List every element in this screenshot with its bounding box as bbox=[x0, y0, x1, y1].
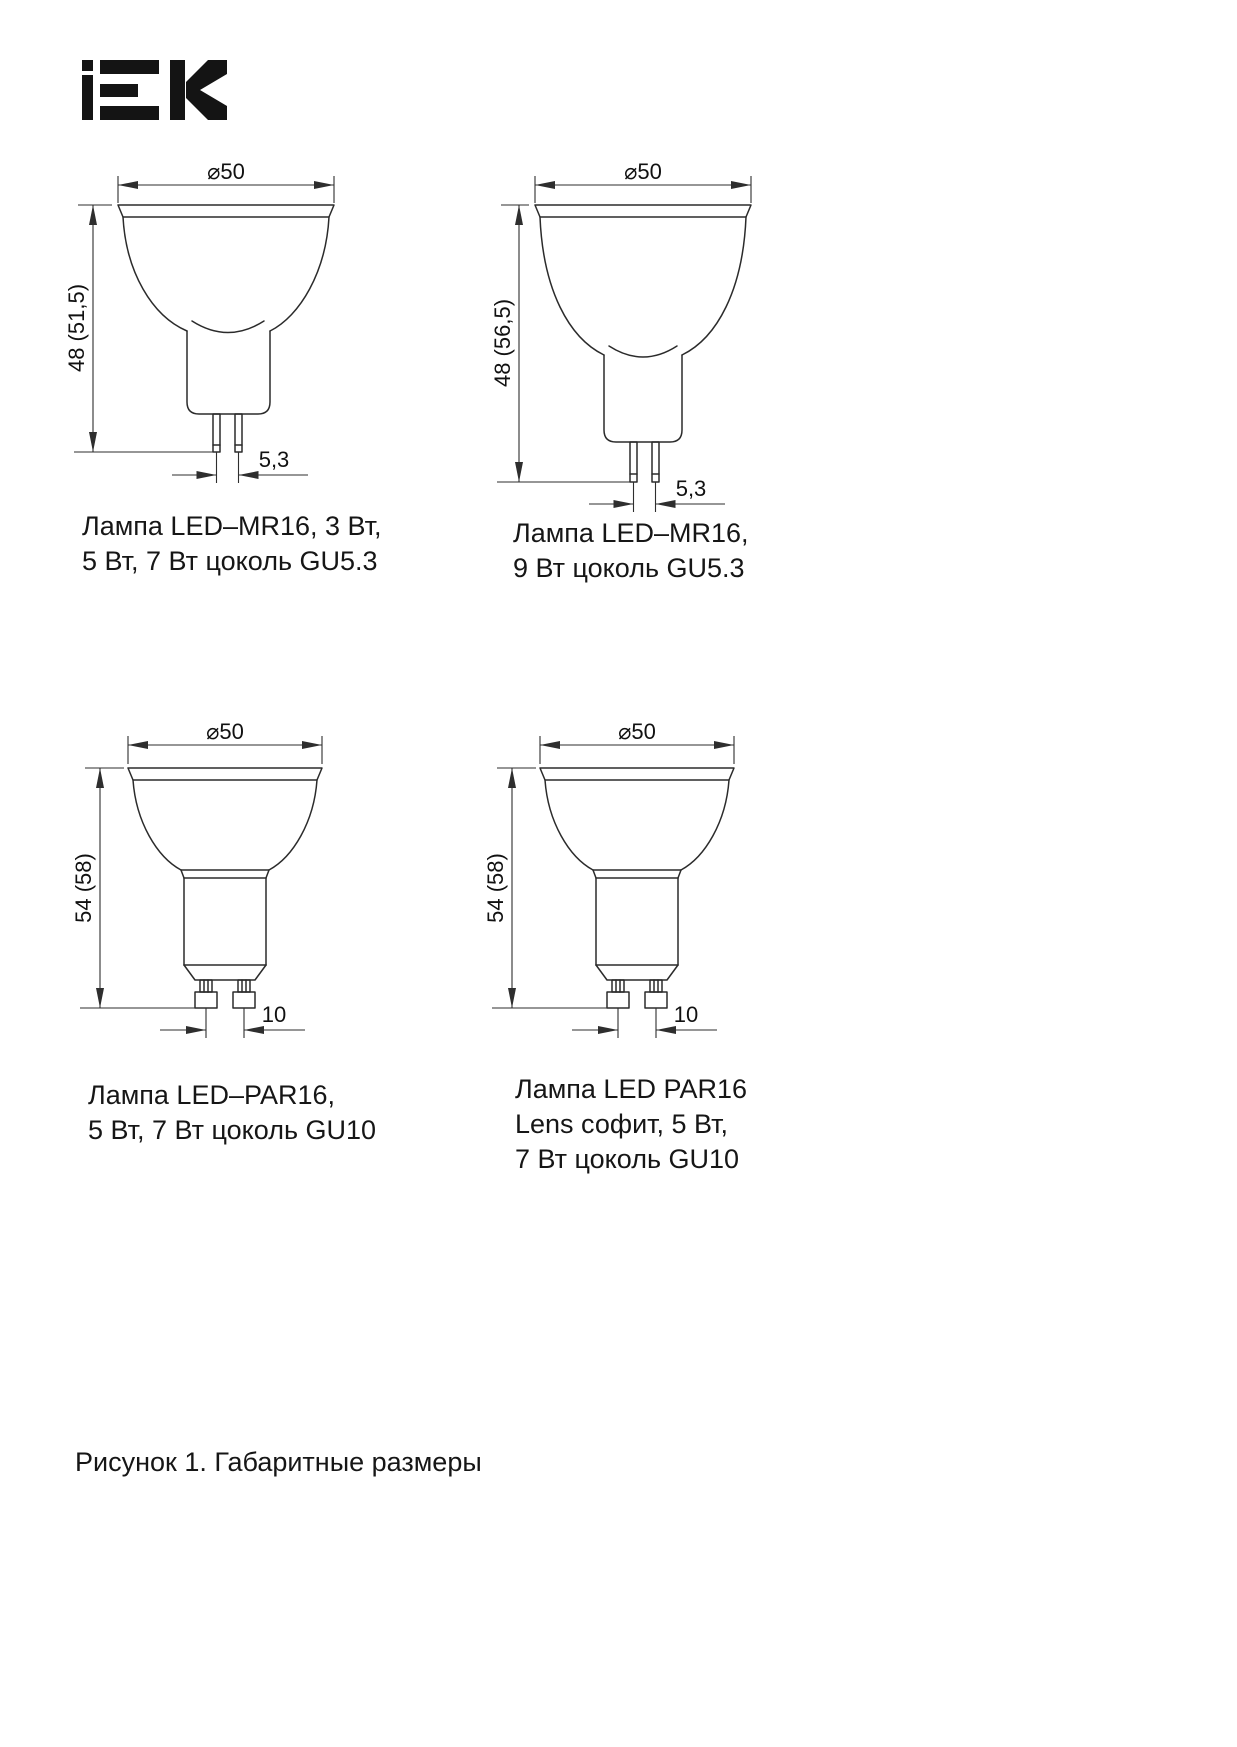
lamp-flange bbox=[118, 205, 334, 217]
lamp-base-chamfer bbox=[184, 965, 266, 980]
pin-neck-right bbox=[238, 980, 250, 992]
logo-i-dot bbox=[82, 60, 93, 71]
lamp-neck-side bbox=[181, 870, 184, 878]
drawing-led-mr16-3w bbox=[60, 150, 340, 495]
lamp-bowl-right bbox=[681, 780, 729, 870]
lamp-pin-right bbox=[235, 414, 242, 452]
lamp-bowl-right bbox=[682, 217, 746, 355]
caption-line: 5 Вт, 7 Вт цоколь GU10 bbox=[88, 1115, 377, 1145]
caption-line: Lens софит, 5 Вт, bbox=[515, 1109, 729, 1139]
pin-foot-left bbox=[607, 992, 629, 1008]
pin-neck-left bbox=[200, 980, 212, 992]
diameter-label: ⌀50 bbox=[624, 159, 662, 184]
drawing-led-par16-lens bbox=[472, 650, 772, 1050]
lamp-stem bbox=[187, 331, 270, 414]
lamp-bowl-left bbox=[123, 217, 187, 331]
caption-led-mr16-3w bbox=[82, 509, 382, 579]
drawing-led-mr16-9w bbox=[477, 150, 757, 525]
lamp-bowl-right bbox=[269, 780, 317, 870]
lamp-flange bbox=[540, 768, 734, 780]
lamp-stem bbox=[604, 355, 682, 442]
figure-caption: Рисунок 1. Габаритные размеры bbox=[75, 1447, 482, 1477]
lamp-bowl-left bbox=[545, 780, 593, 870]
caption-line: 9 Вт цоколь GU5.3 bbox=[513, 553, 745, 583]
pin-foot-left bbox=[195, 992, 217, 1008]
lamp-bowl-left bbox=[133, 780, 181, 870]
pin-distance-label: 10 bbox=[673, 1002, 699, 1027]
lamp-pin-right bbox=[652, 442, 659, 482]
caption-led-par16 bbox=[88, 1078, 376, 1148]
diameter-label: ⌀50 bbox=[207, 159, 245, 184]
lamp-neck-side bbox=[266, 870, 269, 878]
logo-brand-text bbox=[0, 0, 1, 1]
pin-foot-right bbox=[645, 992, 667, 1008]
caption-line: Лампа LED PAR16 bbox=[515, 1074, 748, 1104]
height-label: 54 (58) bbox=[483, 853, 508, 923]
pin-distance-label: 10 bbox=[261, 1002, 287, 1027]
pin-distance-label: 5,3 bbox=[675, 476, 707, 501]
lamp-neck-side bbox=[593, 870, 596, 878]
caption-line: 7 Вт цоколь GU10 bbox=[515, 1144, 740, 1174]
lamp-flange bbox=[535, 205, 751, 217]
pin-distance-label: 5,3 bbox=[258, 447, 290, 472]
diameter-label: ⌀50 bbox=[206, 719, 244, 744]
caption-line: Лампа LED–PAR16, bbox=[88, 1080, 336, 1110]
logo-k-chevron bbox=[186, 60, 227, 120]
diameter-label: ⌀50 bbox=[618, 719, 656, 744]
logo-k-bar bbox=[170, 60, 185, 120]
height-label: 48 (51,5) bbox=[64, 283, 89, 373]
pin-foot-right bbox=[233, 992, 255, 1008]
lamp-base-chamfer bbox=[596, 965, 678, 980]
lamp-inner-arc bbox=[192, 321, 264, 333]
caption-line: 5 Вт, 7 Вт цоколь GU5.3 bbox=[82, 546, 378, 576]
pin-neck-left bbox=[612, 980, 624, 992]
lamp-bowl-right bbox=[270, 217, 329, 331]
caption-led-mr16-9w bbox=[513, 516, 749, 586]
height-label: 48 (56,5) bbox=[490, 298, 515, 388]
caption-line: Лампа LED–MR16, 3 Вт, bbox=[82, 511, 382, 541]
lamp-pin-left bbox=[630, 442, 637, 482]
lamp-pin-left bbox=[213, 414, 220, 452]
iek-logo bbox=[82, 58, 227, 120]
pin-neck-right bbox=[650, 980, 662, 992]
lamp-bowl-left bbox=[540, 217, 604, 355]
caption-line: Лампа LED–MR16, bbox=[513, 518, 749, 548]
logo-i-bar bbox=[82, 75, 93, 120]
lamp-inner-arc bbox=[609, 346, 677, 357]
drawing-led-par16 bbox=[60, 650, 360, 1050]
caption-led-par16-lens bbox=[515, 1072, 747, 1177]
lamp-neck-side bbox=[678, 870, 681, 878]
lamp-flange bbox=[128, 768, 322, 780]
logo-e-bottom-bar bbox=[100, 106, 159, 120]
logo-e-top-bar bbox=[100, 60, 159, 74]
logo-e-mid-bar bbox=[100, 84, 138, 97]
height-label: 54 (58) bbox=[71, 853, 96, 923]
